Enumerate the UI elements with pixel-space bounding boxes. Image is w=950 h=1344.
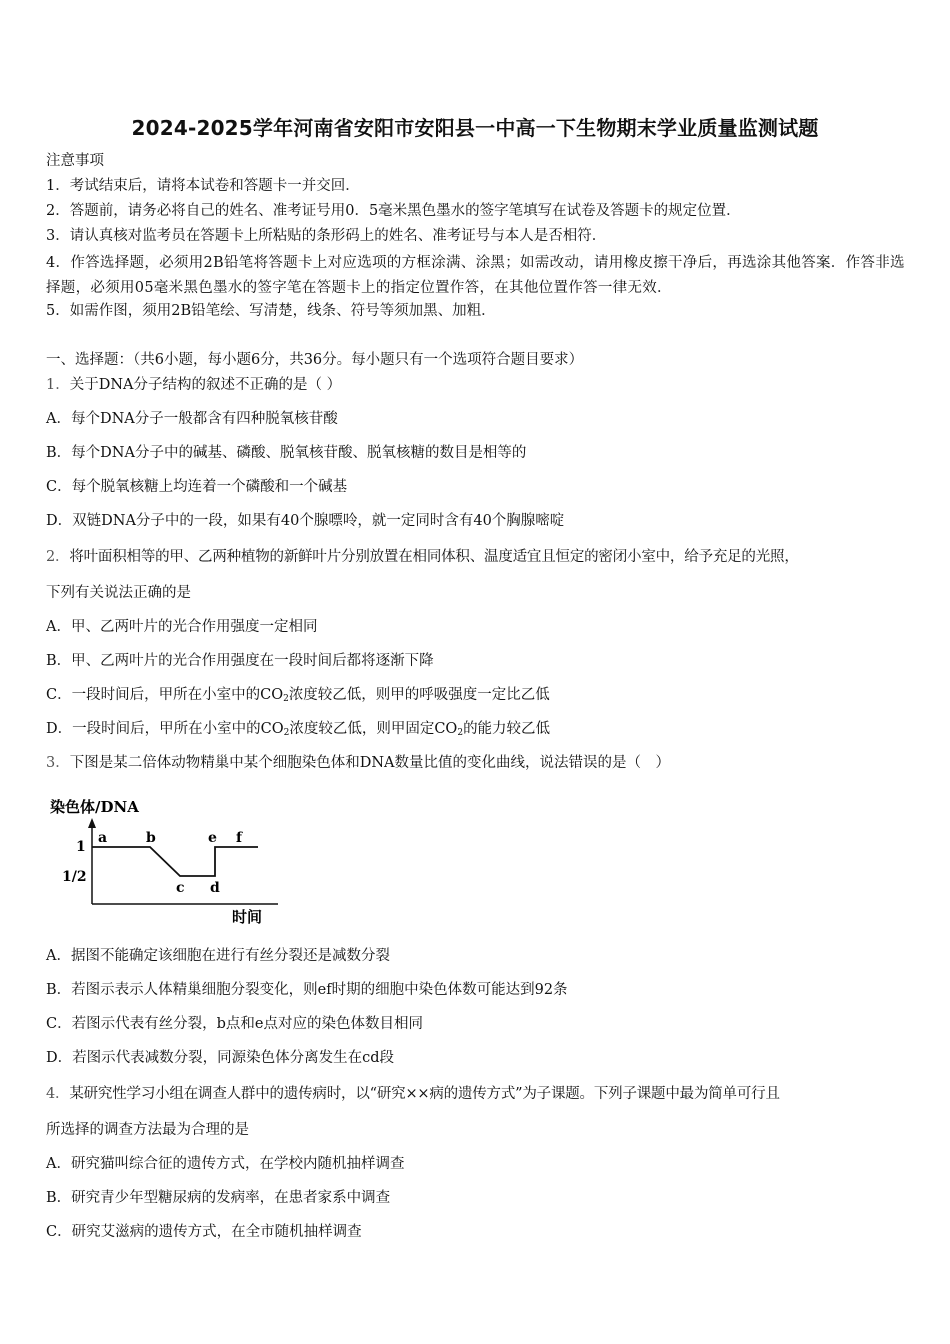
section-heading: 一、选择题：（共6小题，每小题6分，共36分。每小题只有一个选项符合题目要求） — [46, 352, 584, 368]
y-tick-1: 1 — [76, 839, 86, 855]
point-label-a: a — [98, 830, 108, 846]
question-4-stem: 某研究性学习小组在调查人群中的遗传病时，以“研究××病的遗传方式”为子课题。下列子课题中最为简单可行且 — [69, 1086, 780, 1102]
q4-option-c: C．研究艾滋病的遗传方式，在全市随机抽样调查 — [46, 1224, 362, 1240]
q2-option-d-sub2: 2 — [457, 728, 464, 738]
notice-item-2: 2．答题前，请务必将自己的姓名、准考证号用0．5毫米黑色墨水的签字笔填写在试卷及答题卡的规定位置． — [46, 203, 741, 219]
q2-option-d-part1: D．一段时间后，甲所在小室中的CO — [46, 721, 284, 737]
question-2-stem-cont: 下列有关说法正确的是 — [46, 585, 191, 601]
q3-option-b: B．若图示表示人体精巢细胞分裂变化，则ef时期的细胞中染色体数可能达到92条 — [46, 982, 568, 998]
notice-item-4: 4．作答选择题，必须用2B铅笔将答题卡上对应选项的方框涂满、涂黑；如需改动，请用橡皮擦干净后，再选涂其他答案．作答非选择题，必须用05毫米黑色墨水的签字笔在答题卡上的指定位置作答，在其他位置作答一律无效． — [46, 255, 905, 296]
question-4-stem-cont: 所选择的调查方法最为合理的是 — [46, 1122, 249, 1138]
q3-option-d: D．若图示代表减数分裂，同源染色体分离发生在cd段 — [46, 1050, 395, 1066]
point-label-f: f — [236, 830, 243, 846]
ratio-line-chart — [40, 792, 280, 932]
page-title: 2024-2025学年河南省安阳市安阳县一中高一下生物期末学业质量监测试题 — [131, 116, 819, 140]
point-label-e: e — [208, 830, 217, 846]
q1-option-b: B．每个DNA分子中的碱基、磷酸、脱氧核苷酸、脱氧核糖的数目是相等的 — [46, 445, 527, 461]
point-label-b: b — [146, 830, 156, 846]
q2-option-a: A．甲、乙两叶片的光合作用强度一定相同 — [46, 619, 318, 635]
q2-option-d-part2: 浓度较乙低，则甲固定CO — [289, 721, 458, 737]
question-2-stem: 将叶面积相等的甲、乙两种植物的新鲜叶片分别放置在相同体积、温度适宜且恒定的密闭小室中，给予充足的光照， — [69, 549, 799, 565]
q2-option-b: B．甲、乙两叶片的光合作用强度在一段时间后都将逐渐下降 — [46, 653, 434, 669]
notice-heading: 注意事项 — [46, 153, 104, 169]
ratio-curve — [92, 847, 258, 876]
notice-item-3: 3．请认真核对监考员在答题卡上所粘贴的条形码上的姓名、准考证号与本人是否相符． — [46, 228, 607, 244]
question-1-number: 1． — [46, 377, 70, 393]
q4-option-b: B．研究青少年型糖尿病的发病率，在患者家系中调查 — [46, 1190, 391, 1206]
q1-option-a: A．每个DNA分子一般都含有四种脱氧核苷酸 — [46, 411, 338, 427]
q3-option-c: C．若图示代表有丝分裂，b点和e点对应的染色体数目相同 — [46, 1016, 423, 1032]
q2-option-c — [46, 685, 550, 709]
question-3-number: 3． — [46, 755, 70, 771]
question-3 — [46, 753, 670, 773]
y-axis-arrow — [88, 818, 96, 828]
q2-option-c-sub: 2 — [283, 694, 289, 704]
y-tick-half: 1/2 — [62, 869, 87, 885]
notice-item-1: 1．考试结束后，请将本试卷和答题卡一并交回． — [46, 178, 360, 194]
q1-option-d: D．双链DNA分子中的一段，如果有40个腺嘌呤，就一定同时含有40个胸腺嘧啶 — [46, 513, 565, 529]
q2-option-c-part1: C．一段时间后，甲所在小室中的CO — [46, 687, 284, 703]
q3-option-a: A．据图不能确定该细胞在进行有丝分裂还是减数分裂 — [46, 948, 390, 964]
point-labels — [98, 830, 243, 896]
q2-option-d-part3: 的能力较乙低 — [463, 721, 551, 737]
point-label-d: d — [210, 880, 220, 896]
q2-option-d-sub1: 2 — [283, 728, 290, 738]
notice-item-5: 5．如需作图，须用2B铅笔绘、写清楚，线条、符号等须加黑、加粗． — [46, 303, 496, 319]
question-1-stem: 关于DNA分子结构的叙述不正确的是（ ） — [69, 377, 342, 393]
question-4 — [46, 1084, 780, 1104]
point-label-c: c — [176, 880, 185, 896]
question-4-number: 4． — [46, 1086, 70, 1102]
q2-option-c-part2: 浓度较乙低，则甲的呼吸强度一定比乙低 — [288, 687, 550, 703]
question-1 — [46, 375, 341, 395]
q4-option-a: A．研究猫叫综合征的遗传方式，在学校内随机抽样调查 — [46, 1156, 405, 1172]
question-2-number: 2． — [46, 549, 70, 565]
q1-option-c: C．每个脱氧核糖上均连着一个磷酸和一个碱基 — [46, 479, 348, 495]
chart-title: 染色体/DNA — [50, 798, 139, 816]
question-2 — [46, 547, 799, 567]
x-axis-label: 时间 — [232, 908, 263, 926]
question-3-stem: 下图是某二倍体动物精巢中某个细胞染色体和DNA数量比值的变化曲线，说法错误的是（ ） — [69, 755, 671, 771]
q2-option-d — [46, 719, 550, 743]
